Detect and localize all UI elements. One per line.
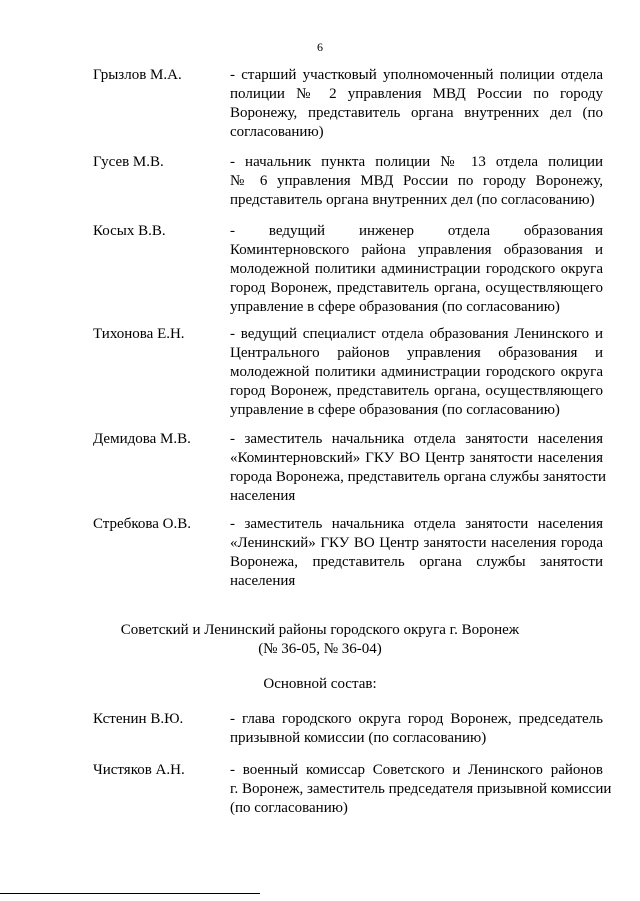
role-line: - ведущий специалист отдела образования Ленинского и [230, 326, 603, 342]
role-line: «Ленинский» ГКУ ВО Центр занятости населения города [230, 535, 603, 551]
member-name: Стребкова О.В. [93, 516, 191, 532]
role-line: населения [230, 573, 296, 589]
member-name: Косых В.В. [93, 223, 166, 239]
member-name: Грызлов М.А. [93, 67, 182, 83]
role-line: - ведущий инженер отдела образования [230, 223, 603, 239]
role-line: населения [230, 488, 296, 504]
role-line: г. Воронеж, заместитель председателя призывной комиссии [230, 781, 612, 797]
member-name: Кстенин В.Ю. [93, 711, 184, 727]
role-line: молодежной политики администрации городского округа [230, 261, 603, 277]
role-line: полиции № 2 управления МВД России по городу [230, 86, 603, 102]
member-role [230, 66, 603, 142]
member-role [230, 430, 606, 506]
member-role [230, 325, 603, 420]
section-subtitle: Основной состав: [263, 676, 377, 692]
role-line: (по согласованию) [230, 800, 348, 816]
section-title-line1: Советский и Ленинский районы городского округа г. Воронеж [120, 622, 520, 638]
member-role [230, 761, 612, 818]
footer-rule [0, 893, 260, 894]
role-line: «Коминтерновский» ГКУ ВО Центр занятости населения [230, 450, 603, 466]
role-line: Центрального районов управления образования и [230, 345, 603, 361]
role-line: представитель органа внутренних дел (по согласованию) [230, 192, 595, 208]
role-line: управление в сфере образования (по согласованию) [230, 402, 560, 418]
role-line: города Воронежа, представитель органа службы занятости [230, 469, 606, 485]
role-line: Воронежу, представитель органа внутренних дел (по [230, 105, 603, 121]
section-title-line2: (№ 36-05, № 36-04) [258, 641, 382, 657]
role-line: город Воронеж, представитель органа, осуществляющего [230, 383, 603, 399]
member-name: Чистяков А.Н. [93, 762, 185, 778]
member-name: Тихонова Е.Н. [93, 326, 185, 342]
member-role [230, 222, 603, 317]
role-line: управление в сфере образования (по согласованию) [230, 299, 560, 315]
role-line: - военный комиссар Советского и Ленинского районов [230, 762, 603, 778]
role-line: призывной комиссии (по согласованию) [230, 730, 487, 746]
role-line: № 6 управления МВД России по городу Воронежу, [230, 173, 603, 189]
role-line: - глава городского округа город Воронеж, председатель [230, 711, 603, 727]
role-line: Воронежа, представитель органа службы занятости [230, 554, 603, 570]
page-number: 6 [317, 40, 323, 54]
role-line: Коминтерновского района управления образования и [230, 242, 603, 258]
member-role [230, 153, 603, 210]
role-line: - начальник пункта полиции № 13 отдела полиции [230, 154, 603, 170]
role-line: - заместитель начальника отдела занятости населения [230, 516, 603, 532]
member-role [230, 515, 603, 591]
member-name: Гусев М.В. [93, 154, 164, 170]
role-line: - заместитель начальника отдела занятости населения [230, 431, 603, 447]
member-role [230, 710, 603, 748]
member-name: Демидова М.В. [93, 431, 191, 447]
role-line: молодежной политики администрации городского округа [230, 364, 603, 380]
role-line: согласованию) [230, 124, 324, 140]
role-line: - старший участковый уполномоченный полиции отдела [230, 67, 603, 83]
role-line: город Воронеж, представитель органа, осуществляющего [230, 280, 603, 296]
